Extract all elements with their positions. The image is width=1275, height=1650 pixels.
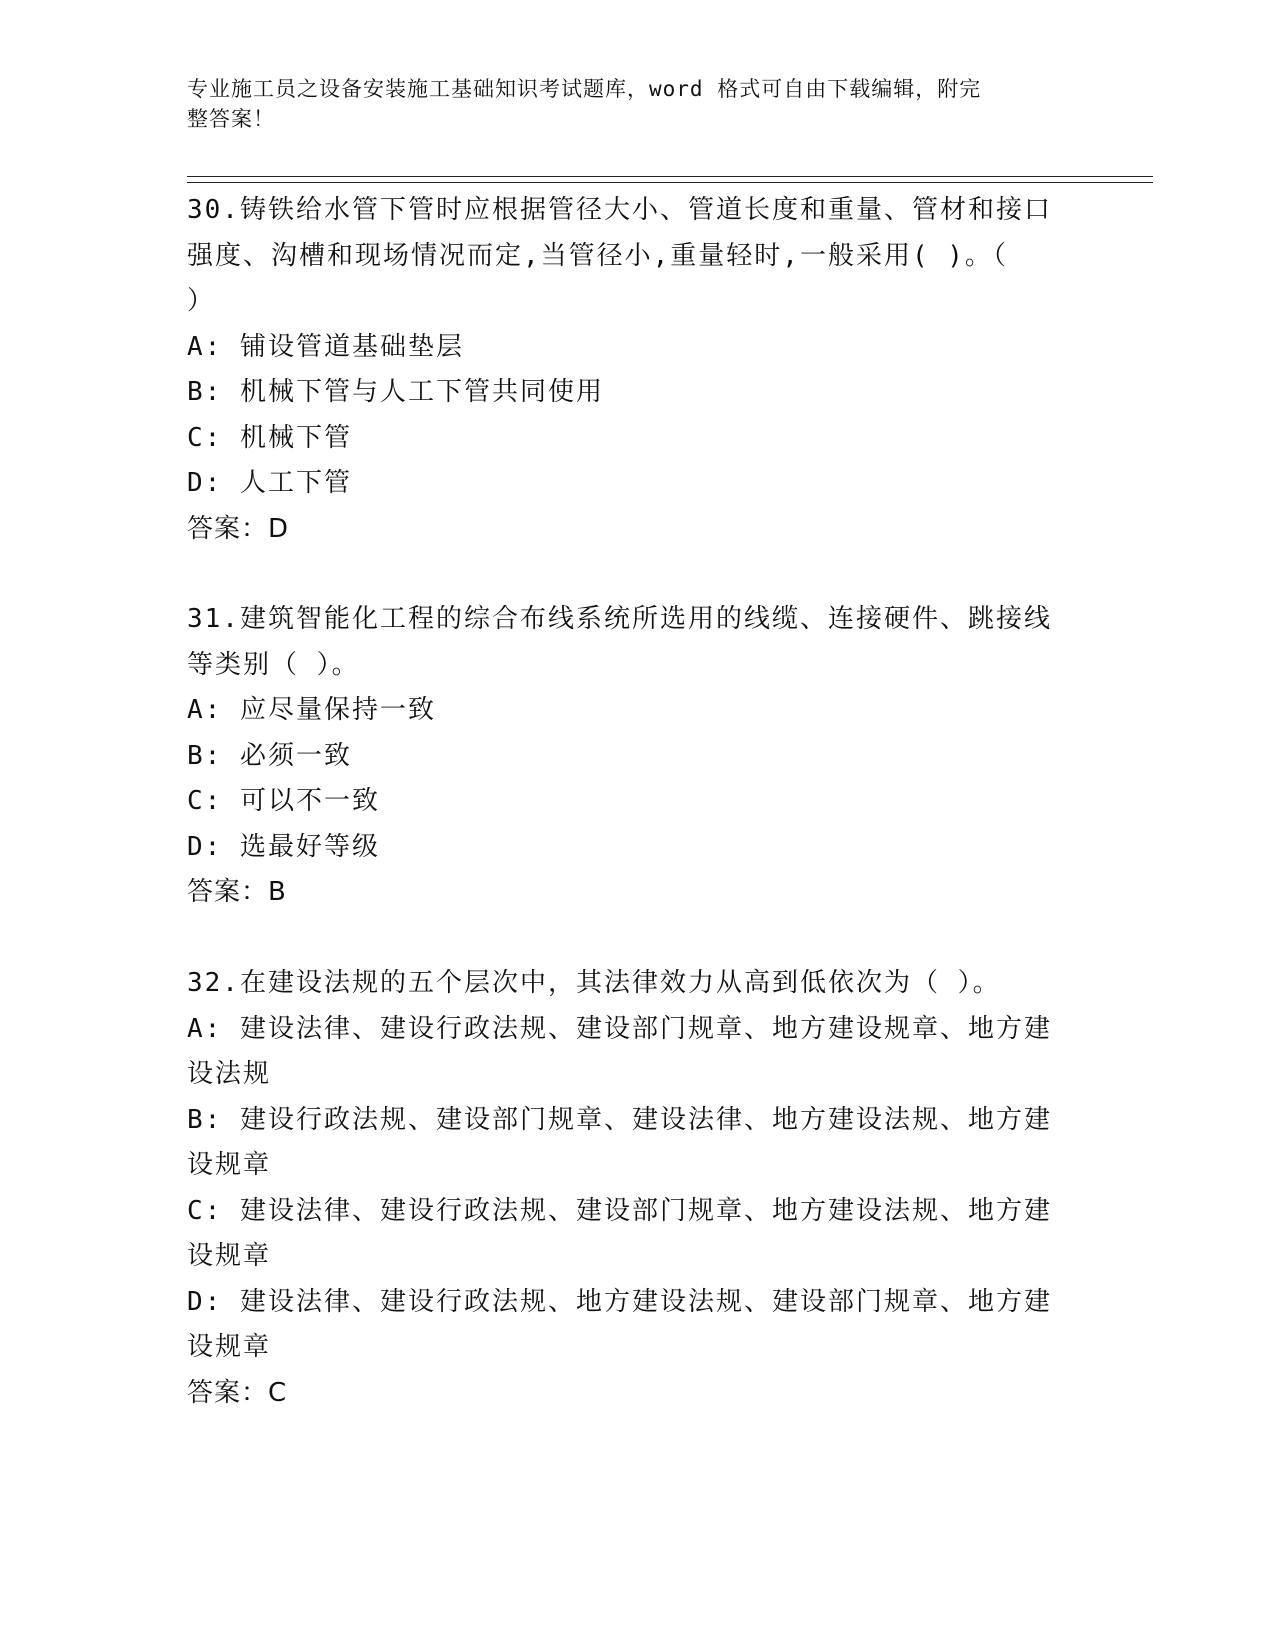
question-32 bbox=[187, 961, 1087, 1416]
question-30 bbox=[187, 188, 1087, 552]
option-d: D: 人工下管 bbox=[187, 468, 352, 498]
option-c: C: 可以不一致 bbox=[187, 786, 380, 816]
question-stem: 32.在建设法规的五个层次中，其法律效力从高到低依次为（ ）。 bbox=[187, 968, 1001, 998]
option-d-continued: 设规章 bbox=[187, 1332, 272, 1362]
question-stem: 等类别（ ）。 bbox=[187, 649, 360, 680]
header-divider bbox=[187, 182, 1153, 183]
option-d: D: 建设法律、建设行政法规、地方建设法规、建设部门规章、地方建 bbox=[187, 1286, 1052, 1317]
question-stem: 30.铸铁给水管下管时应根据管径大小、管道长度和重量、管材和接口 bbox=[187, 195, 1052, 225]
question-stem: 强度、沟槽和现场情况而定,当管径小,重量轻时,一般采用( )。（ bbox=[187, 240, 1008, 271]
header-divider bbox=[187, 176, 1153, 177]
answer: 答案：C bbox=[187, 1377, 288, 1408]
option-d: D: 选最好等级 bbox=[187, 831, 380, 862]
question-stem: ） bbox=[187, 286, 216, 316]
answer: 答案：B bbox=[187, 877, 287, 907]
option-b: B: 机械下管与人工下管共同使用 bbox=[187, 377, 604, 407]
answer: 答案：D bbox=[187, 513, 290, 544]
document-header bbox=[187, 74, 1067, 134]
header-line: 整答案！ bbox=[187, 107, 275, 131]
header-line: 专业施工员之设备安装施工基础知识考试题库，word 格式可自由下载编辑，附完 bbox=[187, 77, 982, 101]
option-a: A: 铺设管道基础垫层 bbox=[187, 331, 464, 362]
option-c: C: 建设法律、建设行政法规、建设部门规章、地方建设法规、地方建 bbox=[187, 1195, 1052, 1226]
option-b-continued: 设规章 bbox=[187, 1150, 272, 1180]
option-c-continued: 设规章 bbox=[187, 1241, 272, 1271]
question-stem: 31.建筑智能化工程的综合布线系统所选用的线缆、连接硬件、跳接线 bbox=[187, 604, 1052, 634]
option-c: C: 机械下管 bbox=[187, 422, 352, 453]
option-b: B: 建设行政法规、建设部门规章、建设法律、地方建设法规、地方建 bbox=[187, 1104, 1052, 1135]
option-b: B: 必须一致 bbox=[187, 740, 352, 771]
question-31 bbox=[187, 597, 1087, 916]
option-a-continued: 设法规 bbox=[187, 1059, 272, 1089]
option-a: A: 应尽量保持一致 bbox=[187, 695, 436, 725]
option-a: A: 建设法律、建设行政法规、建设部门规章、地方建设规章、地方建 bbox=[187, 1013, 1052, 1044]
